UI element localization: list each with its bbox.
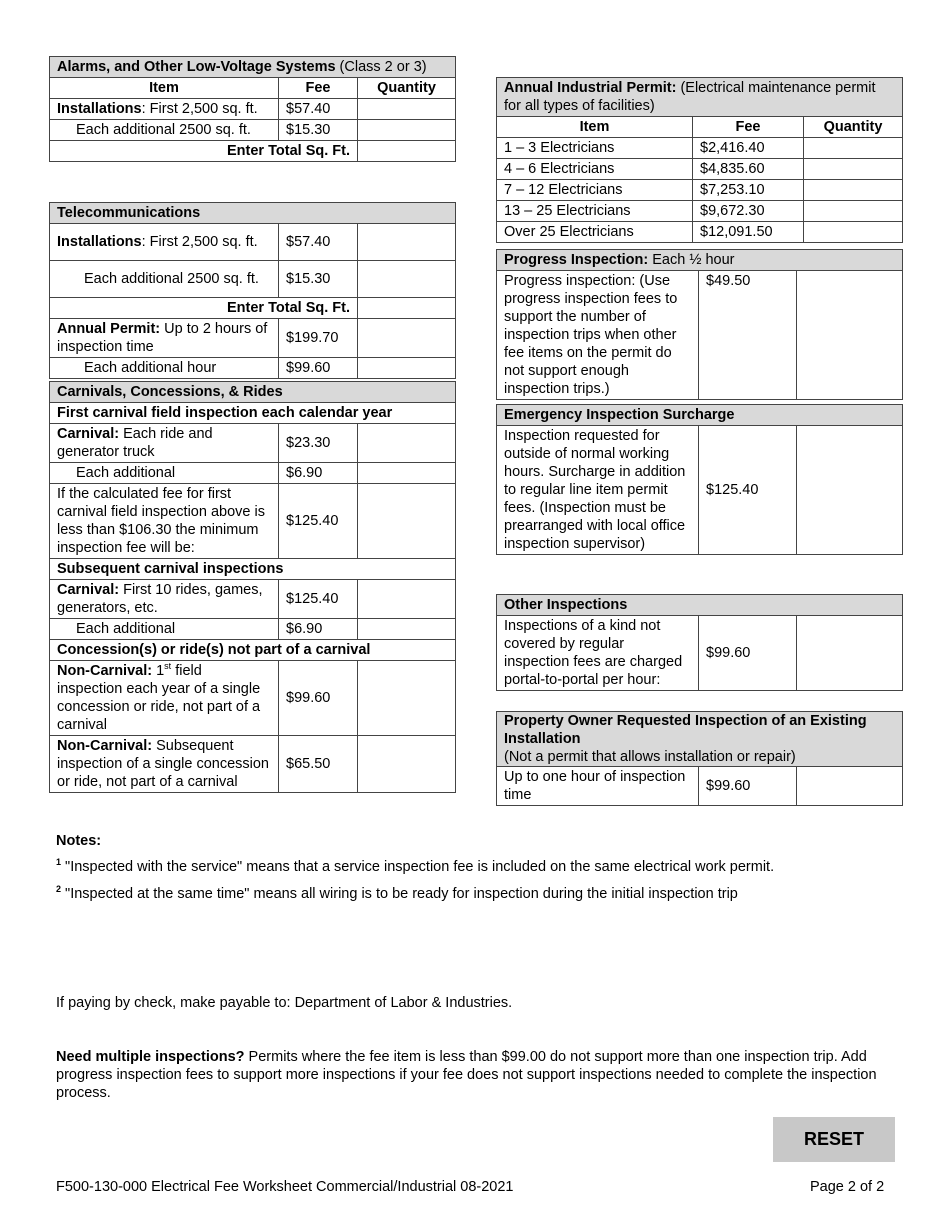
carnival-subsequent-each-label: Each additional: [50, 619, 279, 640]
telecom-annual-permit-label: Annual Permit: Up to 2 hours of inspection time: [50, 319, 279, 358]
carnival-subsequent-each-quantity-input[interactable]: [358, 619, 456, 640]
reset-button[interactable]: RESET: [773, 1117, 895, 1162]
carnival-ride-label: Carnival: Each ride and generator truck: [50, 424, 279, 463]
carnival-minimum-fee: $125.40: [279, 484, 358, 559]
industrial-item: Over 25 Electricians: [497, 222, 693, 243]
telecom-table: [49, 202, 456, 379]
telecom-annual-permit-fee: $199.70: [279, 319, 358, 358]
telecom-header: Telecommunications: [50, 203, 456, 224]
progress-header: Progress Inspection: Each ½ hour: [497, 250, 903, 271]
other-fee: $99.60: [699, 616, 797, 691]
other-table: [496, 594, 903, 691]
alarms-installations-fee: $57.40: [279, 99, 358, 120]
carnival-ride-fee: $23.30: [279, 424, 358, 463]
industrial-table: [496, 77, 903, 243]
owner-fee: $99.60: [699, 767, 797, 806]
non-carnival-subsequent-label: Non-Carnival: Subsequent inspection of a single concession or ride, not part of a carnival: [50, 736, 279, 793]
carnival-first10-quantity-input[interactable]: [358, 580, 456, 619]
industrial-fee: $2,416.40: [693, 138, 804, 159]
industrial-fee: $12,091.50: [693, 222, 804, 243]
carnival-subsequent-each-fee: $6.90: [279, 619, 358, 640]
industrial-item: 7 – 12 Electricians: [497, 180, 693, 201]
telecom-total-sqft-label: Enter Total Sq. Ft.: [50, 298, 358, 319]
progress-fee: $49.50: [699, 271, 797, 400]
industrial-quantity-input[interactable]: [804, 201, 903, 222]
carnivals-header: Carnivals, Concessions, & Rides: [50, 382, 456, 403]
industrial-row: [497, 222, 903, 243]
progress-table: [496, 249, 903, 400]
other-label: Inspections of a kind not covered by regular inspection fees are charged portal-to-portal per hour:: [497, 616, 699, 691]
telecom-each-additional-label: Each additional 2500 sq. ft.: [50, 261, 279, 298]
owner-label: Up to one hour of inspection time: [497, 767, 699, 806]
concession-header: Concession(s) or ride(s) not part of a carnival: [50, 640, 456, 661]
industrial-fee: $4,835.60: [693, 159, 804, 180]
alarms-header: Alarms, and Other Low-Voltage Systems (Class 2 or 3): [50, 57, 456, 78]
telecom-total-sqft-input[interactable]: [358, 298, 456, 319]
industrial-row: [497, 159, 903, 180]
alarms-each-additional-fee: $15.30: [279, 120, 358, 141]
industrial-item: 13 – 25 Electricians: [497, 201, 693, 222]
col-quantity-header: Quantity: [804, 117, 903, 138]
alarms-installations-quantity-input[interactable]: [358, 99, 456, 120]
progress-quantity-input[interactable]: [797, 271, 903, 400]
industrial-fee: $7,253.10: [693, 180, 804, 201]
check-payable-note: If paying by check, make payable to: Department of Labor & Industries.: [56, 995, 513, 1011]
owner-quantity-input[interactable]: [797, 767, 903, 806]
progress-label: Progress inspection: (Use progress inspection fees to support the number of inspection trips when other fee items on the permit do not support enough inspection trips.): [497, 271, 699, 400]
telecom-each-additional-hour-label: Each additional hour: [50, 358, 279, 379]
owner-table: [496, 711, 903, 806]
note-1: $^1$ "Inspected with the service" means that a service inspection fee is included on the same electrical work permit.: [56, 857, 775, 875]
carnival-each-additional-label: Each additional: [50, 463, 279, 484]
non-carnival-first-label: Non-Carnival: 1st field inspection each year of a single concession or ride, not part of a carnival: [50, 661, 279, 736]
carnival-minimum-quantity-input[interactable]: [358, 484, 456, 559]
telecom-annual-permit-quantity-input[interactable]: [358, 319, 456, 358]
carnival-first10-label: Carnival: First 10 rides, games, generators, etc.: [50, 580, 279, 619]
emergency-table: [496, 404, 903, 555]
emergency-header: Emergency Inspection Surcharge: [497, 405, 903, 426]
carnival-each-additional-fee: $6.90: [279, 463, 358, 484]
col-fee-header: Fee: [279, 78, 358, 99]
col-fee-header: Fee: [693, 117, 804, 138]
alarms-total-sqft-input[interactable]: [358, 141, 456, 162]
carnival-first10-fee: $125.40: [279, 580, 358, 619]
owner-header: [497, 712, 903, 767]
col-item-header: Item: [497, 117, 693, 138]
telecom-installations-label: Installations: First 2,500 sq. ft.: [50, 224, 279, 261]
telecom-installations-quantity-input[interactable]: [358, 224, 456, 261]
alarms-each-additional-quantity-input[interactable]: [358, 120, 456, 141]
multiple-inspections-note: Need multiple inspections? Permits where the fee item is less than $99.00 do not support more than one inspection trip. Add progress inspection fees to support more inspections if your fee does not support inspections needed to complete the inspection process.: [56, 1049, 877, 1101]
industrial-item: 1 – 3 Electricians: [497, 138, 693, 159]
page-number: Page 2 of 2: [810, 1179, 885, 1195]
alarms-total-sqft-label: Enter Total Sq. Ft.: [50, 141, 358, 162]
telecom-each-additional-fee: $15.30: [279, 261, 358, 298]
industrial-item: 4 – 6 Electricians: [497, 159, 693, 180]
first-carnival-inspection-header: First carnival field inspection each calendar year: [50, 403, 456, 424]
col-quantity-header: Quantity: [358, 78, 456, 99]
telecom-installations-fee: $57.40: [279, 224, 358, 261]
industrial-quantity-input[interactable]: [804, 159, 903, 180]
telecom-each-additional-hour-fee: $99.60: [279, 358, 358, 379]
industrial-row: [497, 201, 903, 222]
carnival-ride-quantity-input[interactable]: [358, 424, 456, 463]
owner-title: Property Owner Requested Inspection of an Existing Installation: [504, 713, 867, 747]
industrial-header: Annual Industrial Permit: (Electrical maintenance permit for all types of facilities): [497, 78, 903, 117]
other-header: Other Inspections: [497, 595, 903, 616]
non-carnival-first-quantity-input[interactable]: [358, 661, 456, 736]
alarms-installations-label: Installations: First 2,500 sq. ft.: [50, 99, 279, 120]
subsequent-carnival-header: Subsequent carnival inspections: [50, 559, 456, 580]
industrial-fee: $9,672.30: [693, 201, 804, 222]
carnival-each-additional-quantity-input[interactable]: [358, 463, 456, 484]
carnivals-table: [49, 381, 456, 793]
note-2: $^2$ "Inspected at the same time" means all wiring is to be ready for inspection during the initial inspection trip: [56, 884, 738, 902]
notes-heading: Notes:: [56, 833, 102, 849]
industrial-row: [497, 180, 903, 201]
alarms-table: [49, 56, 456, 162]
non-carnival-subsequent-quantity-input[interactable]: [358, 736, 456, 793]
telecom-each-additional-hour-quantity-input[interactable]: [358, 358, 456, 379]
carnival-minimum-fee-label: If the calculated fee for first carnival field inspection above is less than $106.30 the minimum inspection fee will be:: [50, 484, 279, 559]
non-carnival-first-fee: $99.60: [279, 661, 358, 736]
industrial-quantity-input[interactable]: [804, 138, 903, 159]
alarms-each-additional-label: Each additional 2500 sq. ft.: [50, 120, 279, 141]
owner-subtitle: (Not a permit that allows installation or repair): [504, 749, 796, 765]
form-number-footer: F500-130-000 Electrical Fee Worksheet Commercial/Industrial 08-2021: [56, 1179, 514, 1195]
col-item-header: Item: [50, 78, 279, 99]
telecom-each-additional-quantity-input[interactable]: [358, 261, 456, 298]
non-carnival-subsequent-fee: $65.50: [279, 736, 358, 793]
industrial-quantity-input[interactable]: [804, 222, 903, 243]
industrial-quantity-input[interactable]: [804, 180, 903, 201]
emergency-quantity-input[interactable]: [797, 426, 903, 555]
emergency-fee: $125.40: [699, 426, 797, 555]
emergency-label: Inspection requested for outside of normal working hours. Surcharge in addition to regular line item permit fees. (Inspection must be prearranged with local office inspection supervisor): [497, 426, 699, 555]
industrial-row: [497, 138, 903, 159]
other-quantity-input[interactable]: [797, 616, 903, 691]
